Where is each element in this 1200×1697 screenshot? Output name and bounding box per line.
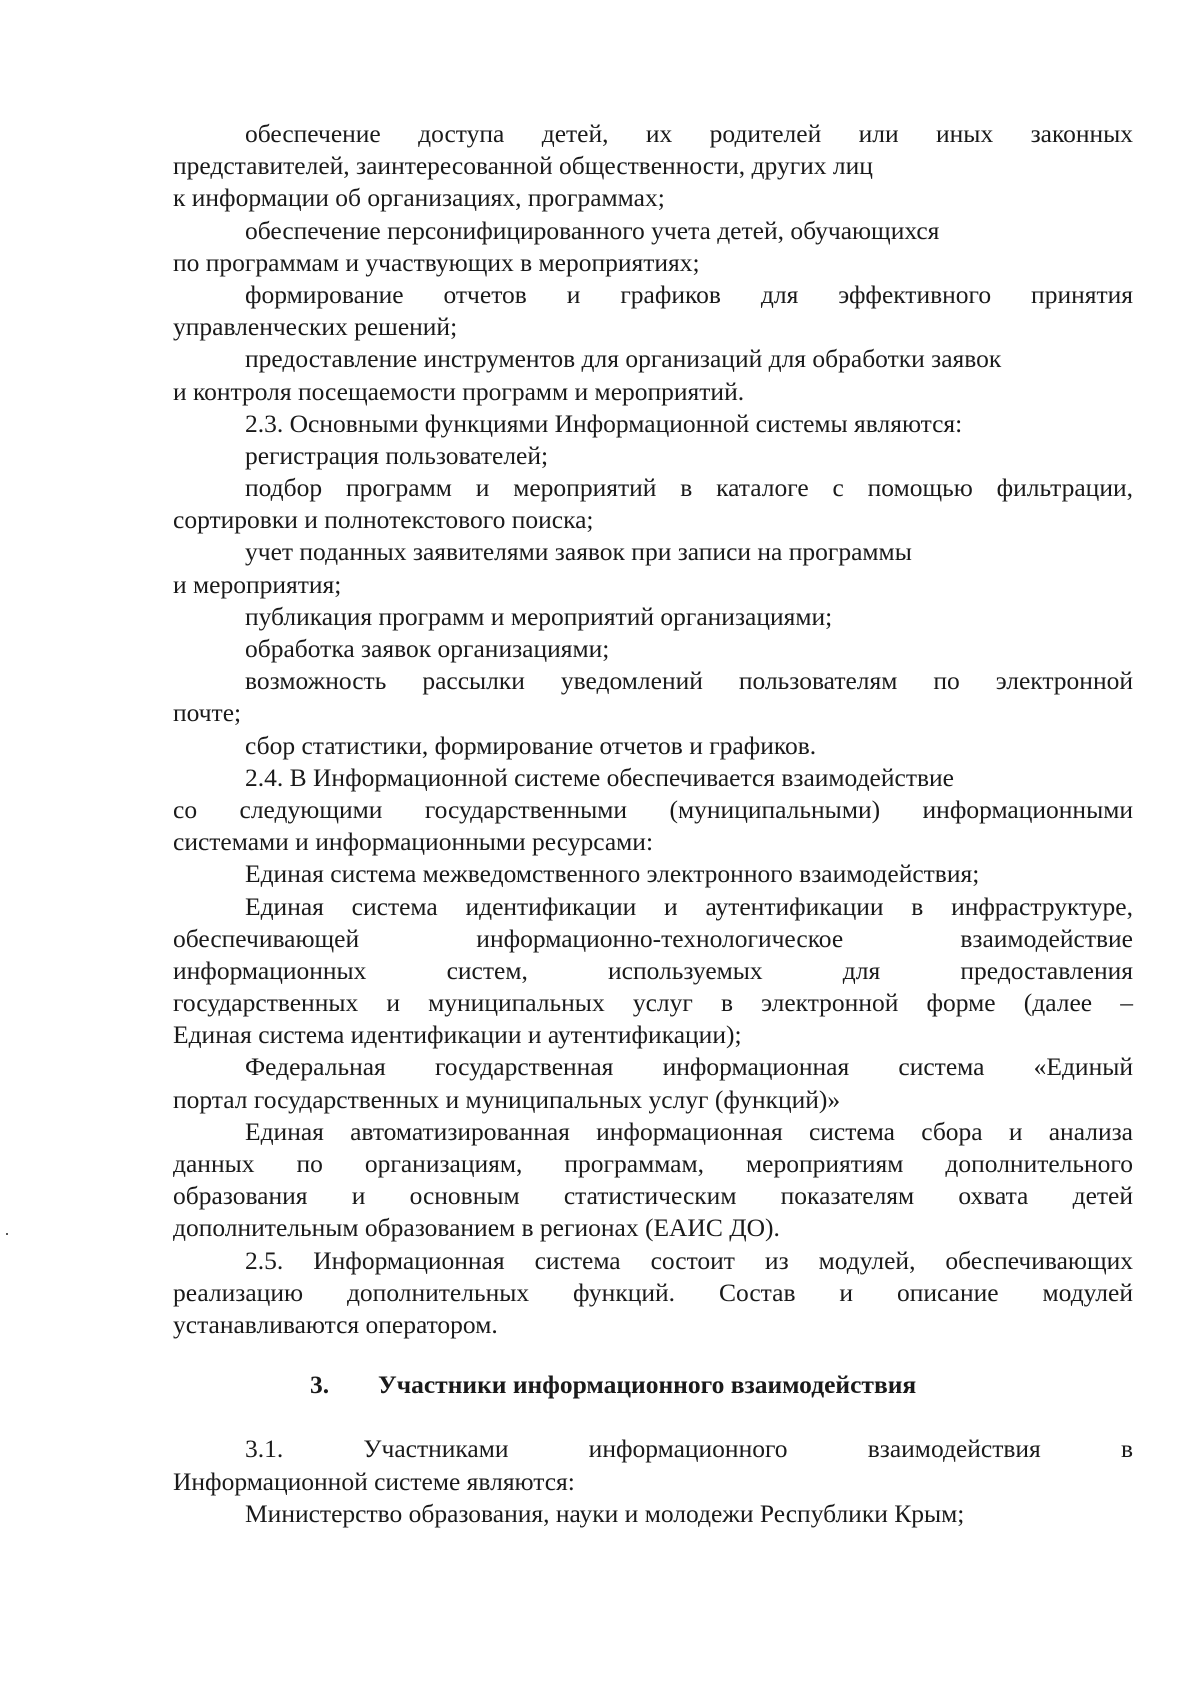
document-page [173,118,1133,1530]
section-title: Участники информационного взаимодействия [378,1370,917,1400]
text-line: подбор программ и мероприятий в каталоге с помощью фильтрации, [245,473,1133,503]
text-line: образования и основным статистическим показателям охвата детей [173,1181,1133,1211]
text-line: информационных систем, используемых для предоставления [173,955,1133,985]
text-line: Федеральная государственная информационная система «Единый [245,1052,1133,1082]
text-line: публикация программ и мероприятий организациями; [245,601,833,631]
text-line: обработка заявок организациями; [245,634,610,663]
text-line: Единая автоматизированная информационная система сбора и анализа [245,1116,1133,1146]
section-3-heading [173,1369,1133,1401]
text-line: возможность рассылки уведомлений пользователям по электронной [245,666,1133,696]
text-line: Единая система идентификации и аутентификации); [173,1020,742,1050]
text-line: учет поданных заявителями заявок при записи на программы [245,537,912,567]
text-line: и мероприятия; [173,569,342,599]
section-3-body [173,1433,1133,1530]
text-line: управленческих решений; [173,312,458,342]
text-line: обеспечение доступа детей, их родителей или иных законных [245,119,1133,148]
text-line: предоставление инструментов для организаций для обработки заявок [245,344,1002,374]
text-line: системами и информационными ресурсами: [173,827,654,857]
text-line: 2.4. В Информационной системе обеспечивается взаимодействие [245,762,954,792]
text-line: сбор статистики, формирование отчетов и графиков. [245,730,817,760]
text-line: 2.3. Основными функциями Информационной системы являются: [245,408,963,438]
text-line: обеспечивающей информационно-технологическое взаимодействие [173,923,1133,953]
text-line: и контроля посещаемости программ и мероприятий. [173,376,745,406]
text-line: дополнительным образованием в регионах (ЕАИС ДО). [173,1213,780,1243]
section-2-body [173,118,1133,1341]
text-line: формирование отчетов и графиков для эффективного принятия [245,279,1133,309]
text-line: представителей, заинтересованной общественности, других лиц [173,151,873,181]
text-line: Министерство образования, науки и молодежи Республики Крым; [245,1498,965,1528]
section-number: 3. [310,1370,330,1400]
text-line: почте; [173,698,242,728]
text-line: Единая система идентификации и аутентификации в инфраструктуре, [245,891,1133,921]
text-line: устанавливаются оператором. [173,1309,498,1339]
text-line: портал государственных и муниципальных услуг (функций)» [173,1084,841,1114]
text-line: 3.1. Участниками информационного взаимодействия в [245,1434,1133,1464]
text-line: обеспечение персонифицированного учета детей, обучающихся [245,215,940,245]
text-line: к информации об организациях, программах; [173,183,665,213]
text-line: Единая система межведомственного электронного взаимодействия; [245,859,980,889]
text-line: регистрация пользователей; [245,440,549,470]
text-line: со следующими государственными (муниципальными) информационными [173,794,1133,824]
text-line: по программам и участвующих в мероприятиях; [173,247,700,277]
scan-speck [6,1233,8,1235]
text-line: сортировки и полнотекстового поиска; [173,505,594,535]
text-line: данных по организациям, программам, мероприятиям дополнительного [173,1149,1133,1178]
text-line: 2.5. Информационная система состоит из модулей, обеспечивающих [245,1245,1133,1275]
text-line: Информационной системе являются: [173,1466,575,1496]
text-line: государственных и муниципальных услуг в электронной форме (далее – [173,988,1133,1018]
text-line: реализацию дополнительных функций. Состав и описание модулей [173,1277,1133,1307]
